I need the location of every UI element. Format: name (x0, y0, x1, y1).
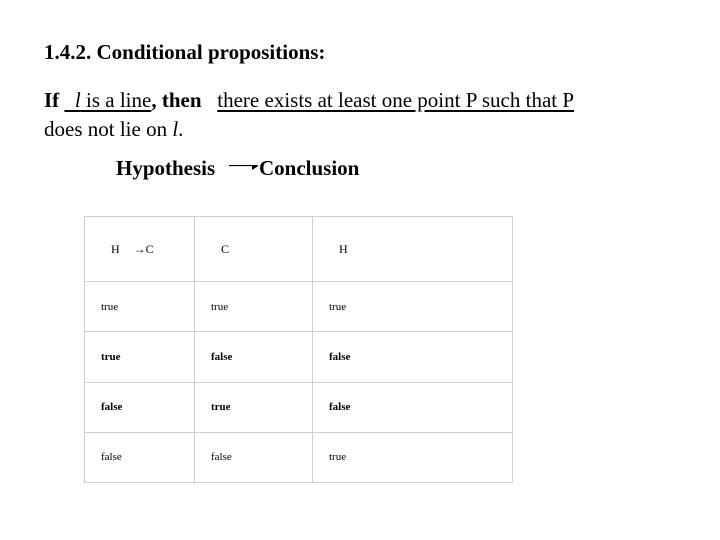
conclusion-end: . (178, 117, 184, 141)
table-cell: true (313, 432, 513, 482)
header-c: C (195, 217, 313, 282)
table-cell: false (195, 432, 313, 482)
table-row (85, 332, 513, 382)
table-row (85, 382, 513, 432)
header-h: H (111, 241, 120, 256)
table-cell: true (313, 282, 513, 332)
implication-arrow-icon (229, 165, 259, 175)
conclusion-variable: l (172, 117, 179, 141)
header-implication (85, 217, 195, 282)
hypothesis-label: Hypothesis (116, 156, 216, 180)
hypothesis-text (64, 88, 151, 112)
conclusion-line2: does not lie on (44, 117, 173, 141)
table-cell: true (195, 282, 313, 332)
table-cell: false (85, 432, 195, 482)
table-cell: true (85, 282, 195, 332)
if-keyword: If (44, 88, 60, 112)
table-row (85, 432, 513, 482)
hypothesis-rest: is a line (80, 88, 152, 112)
hypothesis-variable: l (74, 88, 81, 112)
header-arrow-c: →C (133, 241, 154, 256)
section-heading: 1.4.2. Conditional propositions: (44, 40, 326, 64)
truth-table (84, 216, 513, 483)
then-keyword: , then (151, 88, 202, 112)
table-cell: false (85, 382, 195, 432)
conclusion-text: there exists at least one point P such that P (217, 88, 575, 112)
table-cell: false (195, 332, 313, 382)
header-h2: H (313, 217, 513, 282)
table-cell: true (85, 332, 195, 382)
table-row (85, 282, 513, 332)
table-cell: true (195, 382, 313, 432)
table-cell: false (313, 332, 513, 382)
table-cell: false (313, 382, 513, 432)
conclusion-label: Conclusion (259, 156, 360, 180)
table-header-row (85, 217, 513, 282)
conditional-statement (44, 86, 674, 144)
